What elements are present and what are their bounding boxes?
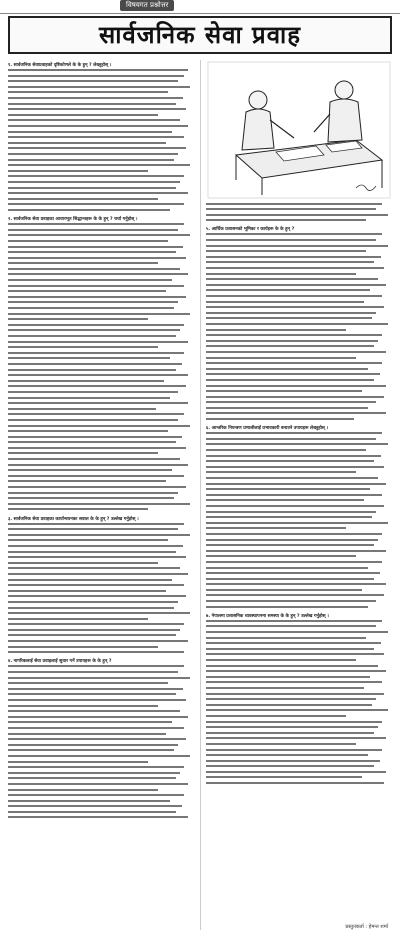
question-4: ४. नागरिकलाई सेवा प्रवाहलाई सुधार गर्ने उपायहरू के के हुन् ? xyxy=(8,659,112,665)
right-text-block-4 xyxy=(206,619,392,787)
question-5: ५. आर्थिक प्रशासनको भूमिका र कार्यहरू के के हुन् ? xyxy=(206,227,295,233)
left-column xyxy=(8,60,194,822)
right-text-block-1 xyxy=(206,202,392,224)
right-text-block-2 xyxy=(206,233,392,423)
question-6: ६. आन्तरिक नियन्त्रण प्रणालीलाई प्रभावकारी बनाउने उपायहरू लेख्नुहोस् । xyxy=(206,426,329,432)
author-credit: प्रस्तुतकर्ता : हेमन्त शर्मा xyxy=(345,924,388,930)
right-column xyxy=(206,202,392,787)
left-text-block-3 xyxy=(8,522,194,656)
question-1: १. सार्वजनिक सेवाप्रवाहको दृष्टिकोणले के के हुन् ? लेख्नुहोस् । xyxy=(8,63,112,68)
section-tag: विषयगत प्रश्नोत्तर xyxy=(120,0,174,11)
left-text-block-1 xyxy=(8,69,194,214)
left-text-block-4 xyxy=(8,665,194,822)
question-2: २. सार्वजनिक सेवा प्रवाहका आधारभूत सिद्धान्तहरू के के हुन् ? चर्चा गर्नुहोस् । xyxy=(8,217,138,223)
left-text-block-2 xyxy=(8,223,194,514)
clerk-desk-drawing xyxy=(206,60,392,200)
column-divider xyxy=(200,60,201,930)
right-text-block-3 xyxy=(206,432,392,611)
question-3: ३. सार्वजनिक सेवा प्रवाहका कार्यान्वयनका सवाल के के हुन् ? उल्लेख गर्नुहोस् । xyxy=(8,516,139,522)
question-7: ७. नेपालमा प्रशासनिक व्यवस्थापनमा समस्या के के हुन् ? उल्लेख गर्नुहोस् । xyxy=(206,613,329,619)
page-title: सार्वजनिक सेवा प्रवाह xyxy=(98,21,301,49)
title-box xyxy=(8,16,392,54)
office-illustration xyxy=(206,60,392,200)
top-bar xyxy=(0,0,400,14)
